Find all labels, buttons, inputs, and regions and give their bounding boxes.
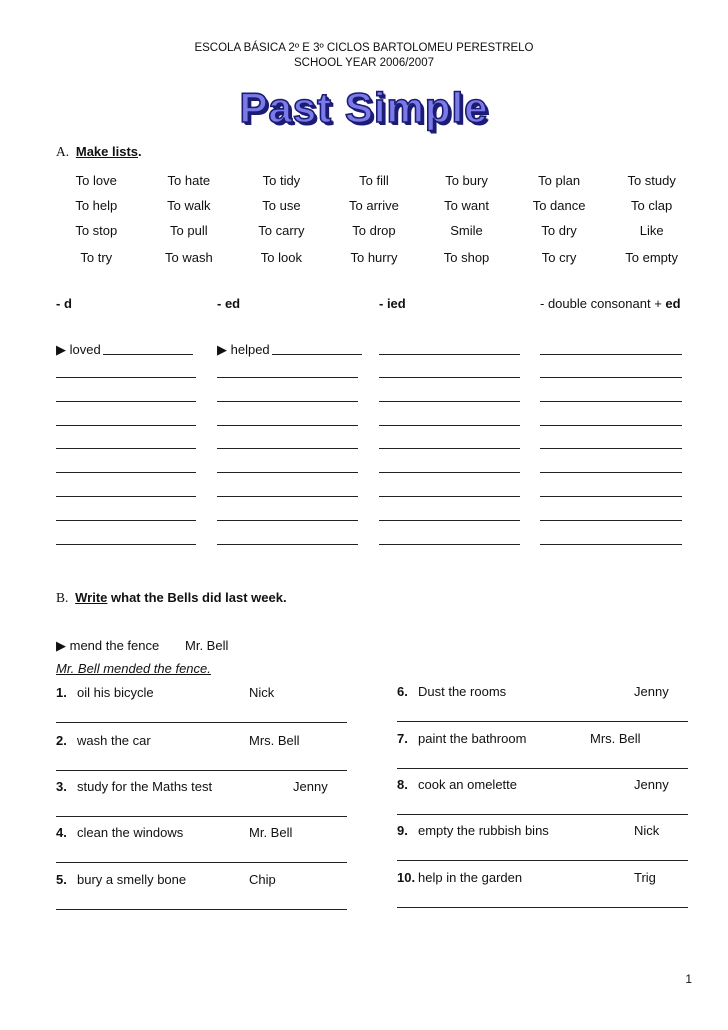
answer-line[interactable] <box>397 814 688 815</box>
section-b-letter: B. <box>56 590 69 605</box>
example-name: Mr. Bell <box>185 638 229 653</box>
verb-cell: To clap <box>631 198 673 213</box>
section-b-instruction-rest: what the Bells did last week. <box>107 590 287 605</box>
verb-cell: To plan <box>538 173 581 188</box>
answer-line[interactable] <box>540 377 682 378</box>
verb-cell: To try <box>80 250 113 265</box>
verb-cell: Like <box>639 223 664 238</box>
verb-cell: To dry <box>541 223 577 238</box>
column-double-consonant-suffix: ed <box>665 296 681 311</box>
item-task: paint the bathroom <box>418 731 527 746</box>
school-name: ESCOLA BÁSICA 2º E 3º CICLOS BARTOLOMEU PERESTRELO <box>194 42 534 54</box>
answer-line[interactable] <box>379 544 520 545</box>
answer-line[interactable] <box>379 472 520 473</box>
verb-cell: To carry <box>258 223 305 238</box>
answer-line[interactable] <box>56 377 196 378</box>
item-task: clean the windows <box>77 825 184 840</box>
answer-line[interactable] <box>217 377 358 378</box>
answer-line[interactable] <box>379 520 520 521</box>
answer-line[interactable] <box>56 401 196 402</box>
answer-line[interactable] <box>397 907 688 908</box>
example-loved: ▶ loved <box>56 342 101 357</box>
item-task: help in the garden <box>418 870 523 885</box>
verb-cell: To shop <box>443 250 490 265</box>
answer-line[interactable] <box>379 496 520 497</box>
item-task: empty the rubbish bins <box>418 823 549 838</box>
verb-cell: To tidy <box>262 173 301 188</box>
verb-row <box>50 170 698 195</box>
column-double-consonant <box>540 296 681 311</box>
answer-line[interactable] <box>56 425 196 426</box>
item-person: Jenny <box>634 684 669 699</box>
answer-line[interactable] <box>217 520 358 521</box>
verb-cell: To hate <box>167 173 211 188</box>
answer-line[interactable] <box>540 544 682 545</box>
item-number: 2. <box>56 733 67 748</box>
verb-cell: To walk <box>167 198 211 213</box>
example-answer: Mr. Bell mended the fence. <box>56 661 211 676</box>
verb-cell: To drop <box>352 223 396 238</box>
school-year: SCHOOL YEAR 2006/2007 <box>294 57 434 69</box>
verb-row <box>50 195 698 220</box>
item-task: oil his bicycle <box>77 685 154 700</box>
item-task: bury a smelly bone <box>77 872 187 887</box>
verb-cell: To arrive <box>349 198 399 213</box>
column-double-consonant-prefix: - double consonant + <box>540 296 666 311</box>
verb-cell: To want <box>444 198 489 213</box>
item-person: Nick <box>634 823 660 838</box>
verb-cell: To look <box>260 250 302 265</box>
item-number: 7. <box>397 731 408 746</box>
answer-line[interactable] <box>540 448 682 449</box>
section-b-instruction-write: Write <box>75 590 108 605</box>
verb-row <box>50 220 698 245</box>
answer-line[interactable] <box>379 401 520 402</box>
section-a-instruction: Make lists <box>75 144 139 159</box>
answer-line[interactable] <box>56 544 196 545</box>
answer-line[interactable] <box>56 448 196 449</box>
answer-line[interactable] <box>217 401 358 402</box>
answer-line[interactable] <box>397 768 688 769</box>
column-d: - d <box>56 296 72 311</box>
answer-line[interactable] <box>540 520 682 521</box>
verb-cell: To stop <box>75 223 118 238</box>
page-number: 1 <box>685 972 692 986</box>
item-person: Mrs. Bell <box>590 731 641 746</box>
section-b-heading <box>56 590 287 606</box>
answer-line[interactable] <box>56 520 196 521</box>
answer-line[interactable] <box>217 448 358 449</box>
item-number: 6. <box>397 684 408 699</box>
item-number: 9. <box>397 823 408 838</box>
answer-line[interactable] <box>540 401 682 402</box>
item-person: Trig <box>634 870 656 885</box>
verb-cell: To wash <box>164 250 213 265</box>
answer-line[interactable] <box>56 816 347 817</box>
answer-line[interactable] <box>217 544 358 545</box>
item-number: 4. <box>56 825 67 840</box>
answer-line[interactable] <box>379 448 520 449</box>
item-task: Dust the rooms <box>418 684 507 699</box>
verb-cell: Smile <box>450 223 483 238</box>
item-person: Nick <box>249 685 275 700</box>
answer-line[interactable] <box>217 496 358 497</box>
verb-cell: To bury <box>445 173 488 188</box>
answer-line[interactable] <box>397 860 688 861</box>
answer-line[interactable] <box>217 425 358 426</box>
verb-cell: To dance <box>532 198 586 213</box>
example-helped: ▶ helped <box>217 342 270 357</box>
verb-cell: To fill <box>359 173 389 188</box>
verb-cell: To study <box>627 173 676 188</box>
item-number: 5. <box>56 872 67 887</box>
item-task: cook an omelette <box>418 777 518 792</box>
item-person: Jenny <box>293 779 328 794</box>
answer-line[interactable] <box>56 722 347 723</box>
item-person: Mrs. Bell <box>249 733 300 748</box>
verb-cell: To empty <box>625 250 679 265</box>
answer-line[interactable] <box>56 909 347 910</box>
item-person: Mr. Bell <box>249 825 293 840</box>
answer-line[interactable] <box>56 496 196 497</box>
verb-cell: To help <box>75 198 118 213</box>
item-person: Chip <box>249 872 276 887</box>
answer-line[interactable] <box>103 354 193 355</box>
answer-line[interactable] <box>540 425 682 426</box>
verb-cell: To cry <box>541 250 577 265</box>
answer-line[interactable] <box>540 472 682 473</box>
answer-line[interactable] <box>56 862 347 863</box>
verb-cell: To hurry <box>350 250 398 265</box>
answer-line[interactable] <box>379 425 520 426</box>
answer-line[interactable] <box>540 496 682 497</box>
verb-row <box>50 247 698 272</box>
example-task: ▶ mend the fence <box>56 638 160 653</box>
answer-line[interactable] <box>397 721 688 722</box>
section-a-letter: A. <box>56 144 70 159</box>
answer-line[interactable] <box>379 354 520 355</box>
section-a-heading <box>56 144 142 160</box>
column-ed: - ed <box>217 296 241 311</box>
answer-line[interactable] <box>540 354 682 355</box>
worksheet-title: Past Simple <box>239 84 489 131</box>
verb-cell: To love <box>75 173 117 188</box>
answer-line[interactable] <box>272 354 362 355</box>
item-task: study for the Maths test <box>77 779 213 794</box>
item-number: 10. <box>397 870 416 885</box>
verb-cell: To use <box>262 198 301 213</box>
answer-line[interactable] <box>56 770 347 771</box>
answer-line[interactable] <box>217 472 358 473</box>
item-number: 3. <box>56 779 67 794</box>
item-person: Jenny <box>634 777 669 792</box>
column-ied: - ied <box>379 296 406 311</box>
verb-cell: To pull <box>170 223 208 238</box>
verb-grid <box>50 170 698 272</box>
answer-line[interactable] <box>56 472 196 473</box>
section-a-period: . <box>138 144 142 159</box>
item-number: 1. <box>56 685 67 700</box>
answer-line[interactable] <box>379 377 520 378</box>
item-task: wash the car <box>77 733 151 748</box>
item-number: 8. <box>397 777 408 792</box>
